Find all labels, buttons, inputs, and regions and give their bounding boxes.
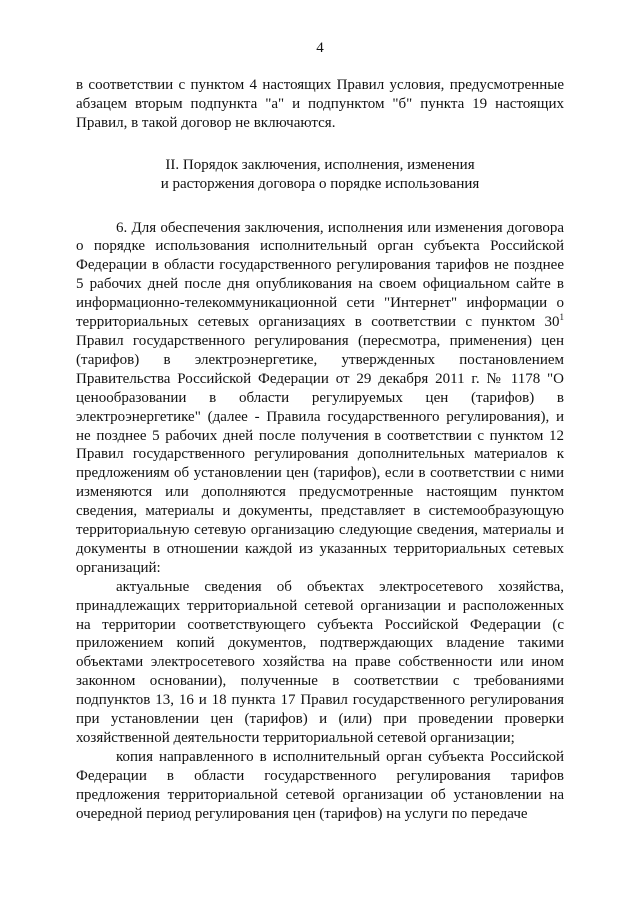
paragraph-6-text-end: Правил государственного регулирования (пересмотра, применения) цен (тарифов) в электроэнергетике, утвержденных постановлением Правительства Российской Федерации от 29 декабря 2011 г. № 1178 "О ценообразовании в области регулируемых цен (тарифов) в электроэнергетике" (далее - Правила государственного регулирования), и не позднее 5 рабочих дней после получения в соответствии с пунктом 12 Правил государственного регулирования дополнительных материалов к предложениям об установлении цен (тарифов), если в соответствии с ними изменяются или дополняются предусмотренные настоящим пунктом сведения, материалы и документы, представляет в системообразующую территориальную сетевую организацию следующие сведения, материалы и документы в отношении каждой из указанных территориальных сетевых организаций: bbox=[76, 332, 564, 576]
document-body bbox=[76, 76, 564, 824]
paragraph-6-superscript: 1 bbox=[559, 312, 564, 323]
section-heading bbox=[76, 156, 564, 194]
section-heading-line-2: и расторжения договора о порядке использования bbox=[160, 175, 480, 192]
paragraph-6-text-start: 6. Для обеспечения заключения, исполнения или изменения договора о порядке использования исполнительный орган субъекта Российской Федерации в области государственного регулирования тарифов не позднее 5 рабочих дней после дня опубликования на своем официальном сайте в информационно-телекоммуникационной сети "Интернет" информации о территориальных сетевых организациях в соответствии с пунктом 30 bbox=[76, 219, 564, 331]
page-number: 4 bbox=[316, 40, 324, 56]
list-item-current-info: актуальные сведения об объектах электросетевого хозяйства, принадлежащих территориальной сетевой организации и расположенных на территории соответствующего субъекта Российской Федерации (с приложением копий документов, подтверждающих владение такими объектами электросетевого хозяйства на праве собственности или ином законном основании), полученные в соответствии с требованиями подпунктов 13, 16 и 18 пункта 17 Правил государственного регулирования при установлении цен (тарифов) и (или) при проведении проверки хозяйственной деятельности территориальной сетевой организации; bbox=[76, 578, 564, 746]
section-heading-line-1: II. Порядок заключения, исполнения, изменения bbox=[165, 156, 475, 173]
paragraph-6 bbox=[76, 219, 564, 578]
list-item-copy-proposal: копия направленного в исполнительный орган субъекта Российской Федерации в области государственного регулирования тарифов предложения территориальной сетевой организации об установлении на очередной период регулирования цен (тарифов) на услуги по передаче bbox=[76, 748, 564, 822]
paragraph-continuation: в соответствии с пунктом 4 настоящих Правил условия, предусмотренные абзацем вторым подпункта "а" и подпунктом "б" пункта 19 настоящих Правил, в такой договор не включаются. bbox=[76, 77, 564, 131]
